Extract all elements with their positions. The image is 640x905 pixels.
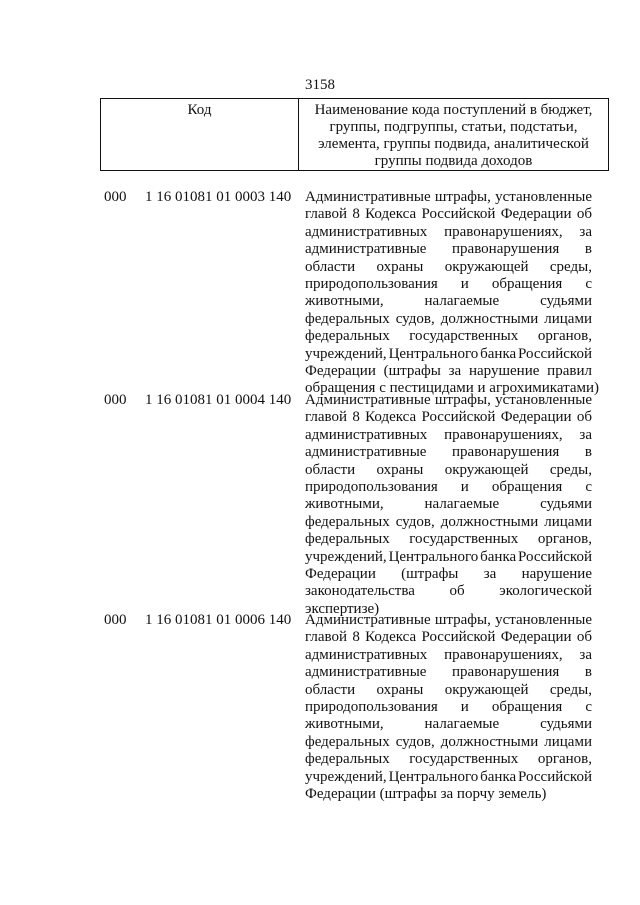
description-line: животными, налагаемые судьями <box>305 496 592 513</box>
description-line: области охраны окружающей среды, <box>305 681 592 698</box>
description-line: федеральных судов, должностными лицами <box>305 513 592 530</box>
description-line: главой 8 Кодекса Российской Федерации об <box>305 409 592 426</box>
description-line: Федерации (штрафы за порчу земель) <box>305 785 547 802</box>
description-line: Федерации (штрафы за нарушение <box>305 565 592 582</box>
page-number: 3158 <box>305 77 335 93</box>
description-line: главой 8 Кодекса Российской Федерации об <box>305 629 592 646</box>
revenue-code: 1 16 01081 01 0003 140 <box>145 189 292 205</box>
description-line: административных правонарушениях, за <box>305 223 592 240</box>
description-line: Административные штрафы, установленные <box>305 189 592 205</box>
description-line: федеральных государственных органов, <box>305 751 592 768</box>
description-line: животными, налагаемые судьями <box>305 716 592 733</box>
description-line: главой 8 Кодекса Российской Федерации об <box>305 206 592 223</box>
description-line: обращения с пестицидами и агрохимикатами) <box>305 380 600 397</box>
revenue-description <box>305 612 592 803</box>
admin-code: 000 <box>104 392 127 408</box>
description-line: области охраны окружающей среды, <box>305 258 592 275</box>
description-line: животными, налагаемые судьями <box>305 293 592 310</box>
description-line: Административные штрафы, установленные <box>305 392 592 408</box>
description-line: федеральных судов, должностными лицами <box>305 310 592 327</box>
description-line: административных правонарушениях, за <box>305 426 592 443</box>
header-name-line: группы, подгруппы, статьи, подстатьи, <box>329 119 578 135</box>
description-line: области охраны окружающей среды, <box>305 461 592 478</box>
description-line: природопользования и обращения с <box>305 698 592 715</box>
revenue-description <box>305 392 592 618</box>
revenue-code: 1 16 01081 01 0006 140 <box>145 612 292 628</box>
description-line: федеральных государственных органов, <box>305 531 592 548</box>
description-line: учреждений, Центрального банка Российской <box>305 548 592 565</box>
description-line: федеральных государственных органов, <box>305 328 592 345</box>
header-code-cell: Код <box>101 99 299 170</box>
table-header <box>100 98 609 171</box>
admin-code: 000 <box>104 612 127 628</box>
description-line: административные правонарушения в <box>305 241 592 258</box>
revenue-code: 1 16 01081 01 0004 140 <box>145 392 292 408</box>
header-name-line: группы подвида доходов <box>374 153 533 169</box>
description-line: Административные штрафы, установленные <box>305 612 592 628</box>
header-name-cell <box>299 99 608 170</box>
description-line: Федерации (штрафы за нарушение правил <box>305 362 592 379</box>
description-line: федеральных судов, должностными лицами <box>305 733 592 750</box>
description-line: экспертизе) <box>305 600 380 617</box>
description-line: учреждений, Центрального банка Российской <box>305 345 592 362</box>
description-line: законодательства об экологической <box>305 583 592 600</box>
description-line: административные правонарушения в <box>305 664 592 681</box>
admin-code: 000 <box>104 189 127 205</box>
revenue-description <box>305 189 600 398</box>
description-line: административные правонарушения в <box>305 444 592 461</box>
header-name-line: Наименование кода поступлений в бюджет, <box>314 102 593 118</box>
description-line: учреждений, Центрального банка Российской <box>305 768 592 785</box>
header-name-line: элемента, группы подвида, аналитической <box>318 136 589 152</box>
description-line: природопользования и обращения с <box>305 275 592 292</box>
description-line: природопользования и обращения с <box>305 478 592 495</box>
description-line: административных правонарушениях, за <box>305 646 592 663</box>
